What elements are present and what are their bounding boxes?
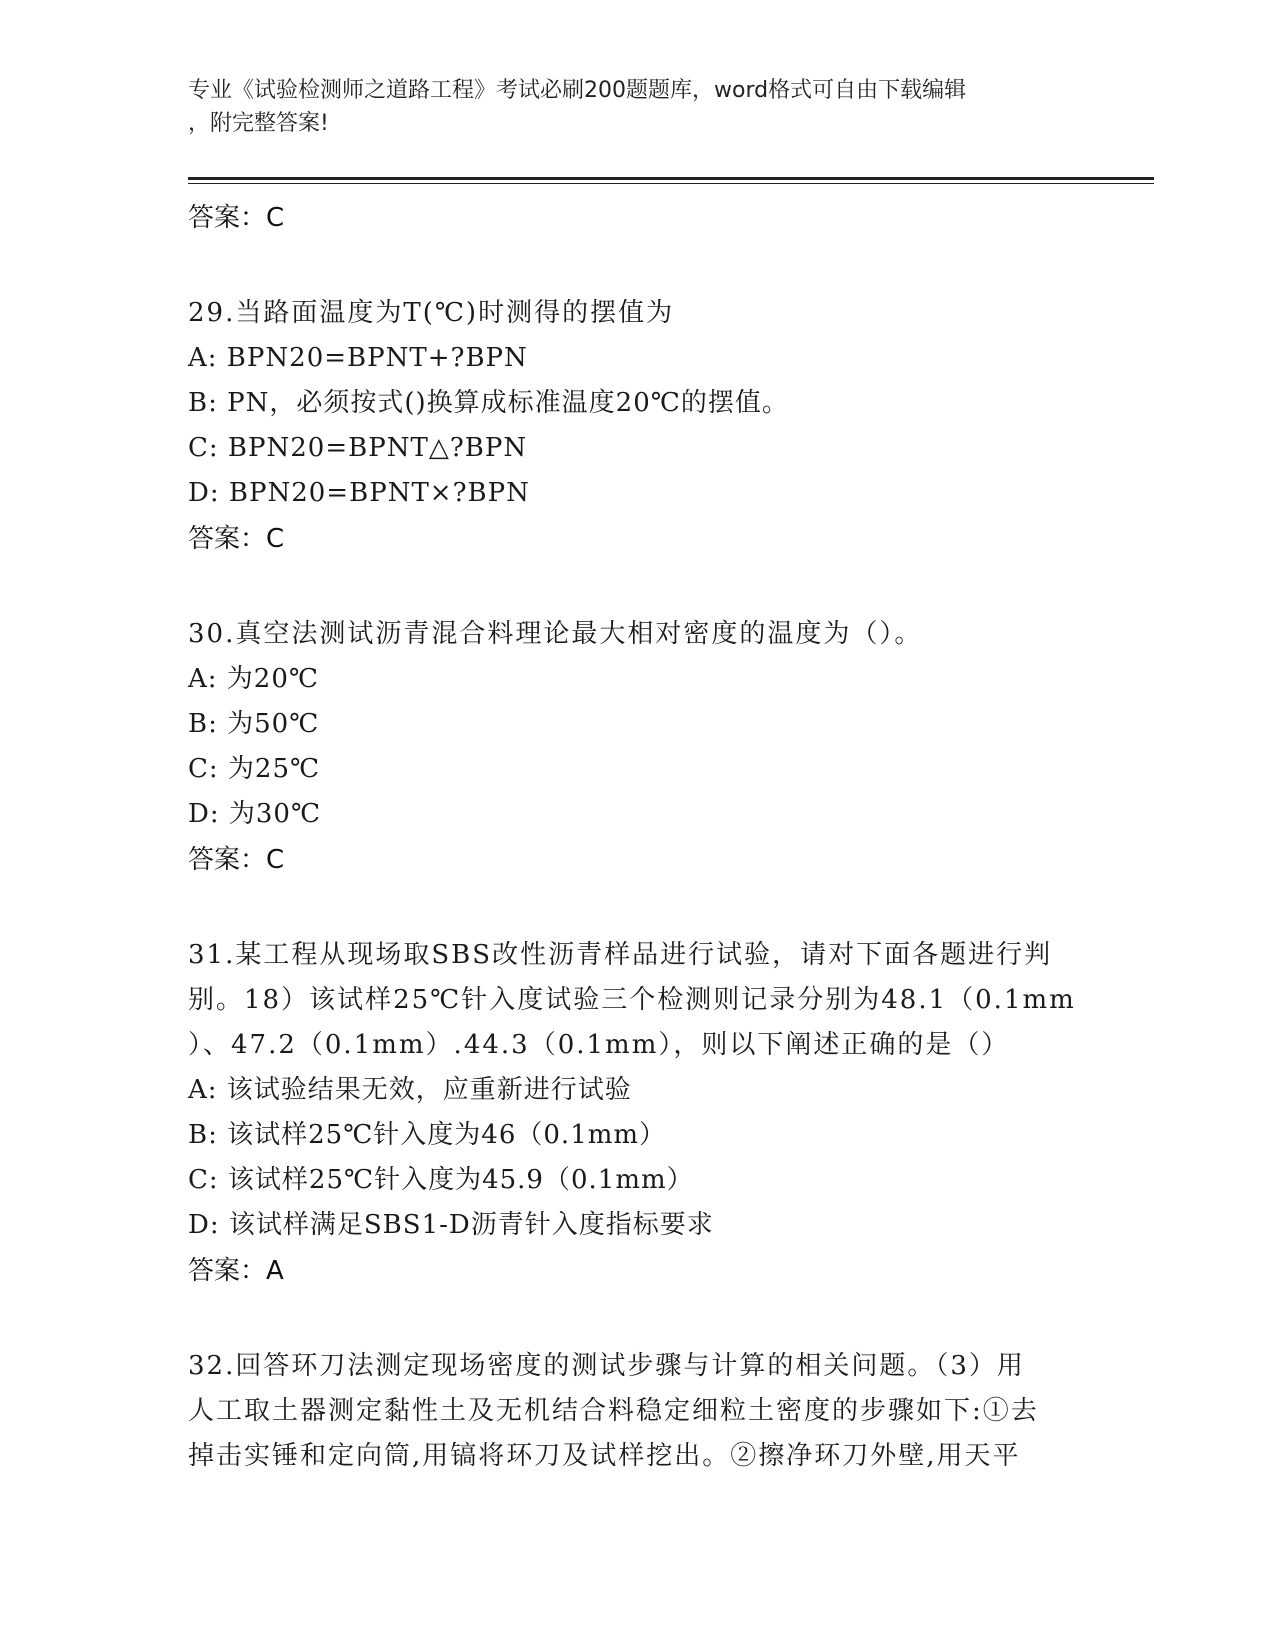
option-b: B: PN，必须按式()换算成标准温度20℃的摆值。 bbox=[188, 388, 789, 418]
question-text: 别。18）该试样25℃针入度试验三个检测则记录分别为48.1（0.1mm bbox=[188, 985, 1076, 1015]
option-c: C: 为25℃ bbox=[188, 754, 321, 784]
question-30 bbox=[188, 612, 1088, 883]
header-line-1: 专业《试验检测师之道路工程》考试必刷200题题库，word格式可自由下载编辑 bbox=[188, 78, 967, 103]
option-c: C: 该试样25℃针入度为45.9（0.1mm） bbox=[188, 1165, 694, 1195]
question-text: 29.当路面温度为T(℃)时测得的摆值为 bbox=[188, 298, 675, 328]
document-header bbox=[188, 74, 1088, 140]
option-a: A: 该试验结果无效，应重新进行试验 bbox=[188, 1075, 632, 1105]
answer-line: 答案：C bbox=[188, 845, 285, 875]
answer-line: 答案：C bbox=[188, 203, 285, 233]
header-rule-thin bbox=[188, 183, 1154, 184]
question-text: 31.某工程从现场取SBS改性沥青样品进行试验，请对下面各题进行判 bbox=[188, 940, 1053, 970]
option-d: D: BPN20=BPNT×?BPN bbox=[188, 478, 530, 508]
header-rule-thick bbox=[188, 177, 1154, 180]
question-32 bbox=[188, 1344, 1088, 1479]
option-a: A: BPN20=BPNT+?BPN bbox=[188, 343, 528, 373]
question-text: 32.回答环刀法测定现场密度的测试步骤与计算的相关问题。（3）用 bbox=[188, 1351, 1025, 1381]
option-c: C: BPN20=BPNT△?BPN bbox=[188, 433, 528, 463]
question-31 bbox=[188, 933, 1088, 1294]
option-b: B: 为50℃ bbox=[188, 709, 320, 739]
question-text: 掉击实锤和定向筒,用镐将环刀及试样挖出。②擦净环刀外壁,用天平 bbox=[188, 1441, 1021, 1471]
header-line-2: ，附完整答案! bbox=[188, 111, 329, 136]
question-list bbox=[188, 195, 1088, 1479]
question-text: ）、47.2（0.1mm）.44.3（0.1mm），则以下阐述正确的是（） bbox=[188, 1030, 1010, 1060]
question-text: 人工取土器测定黏性土及无机结合料稳定细粒土密度的步骤如下:①去 bbox=[188, 1396, 1039, 1426]
option-d: D: 该试样满足SBS1-D沥青针入度指标要求 bbox=[188, 1210, 714, 1240]
answer-line: 答案：C bbox=[188, 524, 285, 554]
answer-line: 答案：A bbox=[188, 1256, 284, 1286]
question-text: 30.真空法测试沥青混合料理论最大相对密度的温度为（）。 bbox=[188, 619, 923, 649]
question-29 bbox=[188, 291, 1088, 562]
option-b: B: 该试样25℃针入度为46（0.1mm） bbox=[188, 1120, 667, 1150]
option-d: D: 为30℃ bbox=[188, 799, 322, 829]
option-a: A: 为20℃ bbox=[188, 664, 319, 694]
